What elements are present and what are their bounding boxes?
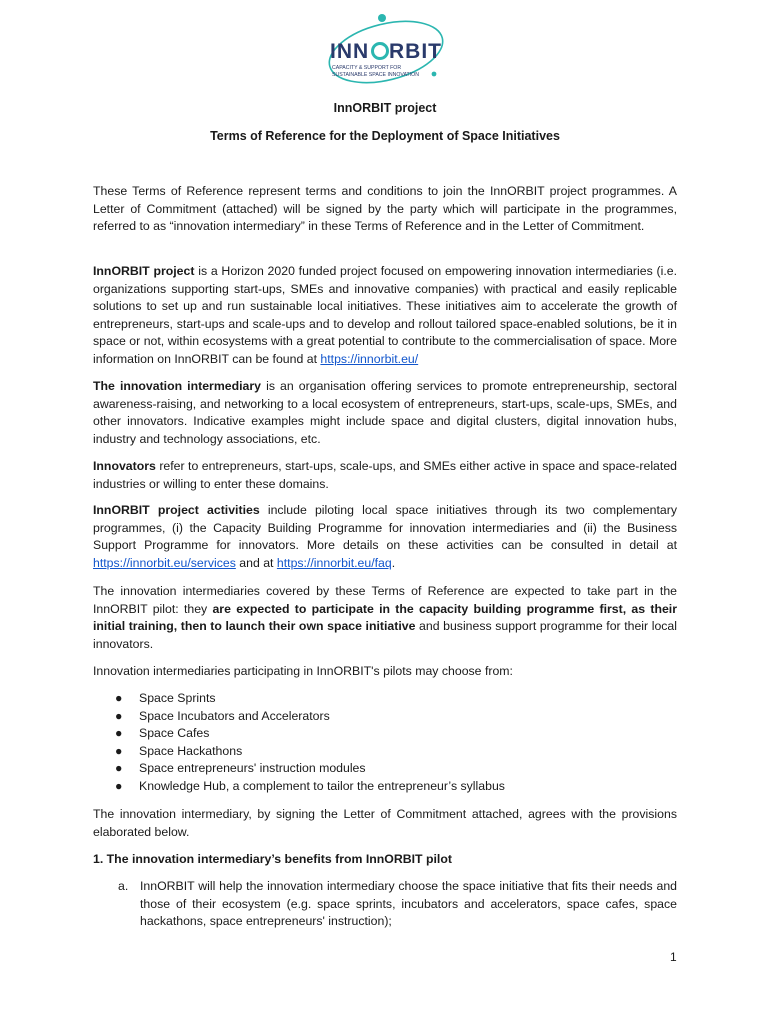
list-item-label: Space Sprints [139, 691, 216, 705]
bullet-icon: ● [115, 691, 123, 705]
bullet-icon: ● [115, 761, 123, 776]
list-item-label: Space Hackathons [139, 743, 243, 758]
innovators-paragraph [93, 458, 677, 493]
bullet-icon: ● [115, 708, 123, 723]
list-item [93, 760, 677, 778]
activities-between: and at [235, 555, 277, 570]
activities-text: include piloting local space initiatives through its two complementary programmes, (i) the Capacity Building Programme for innovation intermediaries and (ii) the Business Support Programme for innovators. More details on these activities can be consulted in detail at [93, 503, 677, 553]
document-title: InnORBIT project [333, 101, 437, 115]
document-subtitle: Terms of Reference for the Deployment of Space Initiatives [210, 129, 560, 143]
activities-end: . [391, 555, 396, 570]
services-link[interactable]: https://innorbit.eu/services [93, 555, 236, 570]
list-item-label: Space entrepreneurs' instruction modules [139, 761, 366, 776]
svg-text:SUSTAINABLE SPACE INNOVATION: SUSTAINABLE SPACE INNOVATION [332, 72, 419, 78]
intermediary-term: The innovation intermediary [93, 379, 261, 393]
agrees-paragraph: The innovation intermediary, by signing the Letter of Commitment attached, agrees with the provisions elaborated below. [93, 807, 677, 839]
svg-text:CAPACITY & SUPPORT FOR: CAPACITY & SUPPORT FOR [332, 65, 402, 71]
project-text: is a Horizon 2020 funded project focused on empowering innovation intermediaries (i.e. organizations supporting start-ups, SMEs and innovative companies) with practical and easily replicable solutions to set up and run sustainable local initiatives. These initiatives aim to accelerate the growth of entrepreneurs, start-ups and scale-ups and to develop and rollout tailored space-enabled solutions, be it in space or not, within ecosystems with a great potential to contribute to the commercialisation of space. More information on InnORBIT can be found at [93, 264, 677, 366]
innorbit-link[interactable]: https://innorbit.eu/ [320, 351, 419, 366]
section-1-item-a [118, 878, 677, 931]
pilot-paragraph [93, 583, 677, 653]
intermediary-text: is an organisation offering services to promote entrepreneurship, sectoral awareness-raising, and networking to a local ecosystem of entrepreneurs, start-ups, scale-ups, SMEs, and other innovators. Indicative examples might include space and digital clusters, digital innovation hubs, industry and technology associations, etc. [93, 379, 677, 446]
innorbit-logo-graphic [318, 14, 448, 88]
faq-link[interactable]: https://innorbit.eu/faq [276, 555, 392, 570]
list-item [93, 743, 677, 761]
bullet-icon: ● [115, 778, 123, 793]
initiatives-list [93, 690, 677, 796]
item-a-marker: a. [118, 879, 129, 893]
list-item [93, 725, 677, 743]
intro-paragraph: These Terms of Reference represent terms and conditions to join the InnORBIT project programmes. A Letter of Commitment (attached) will be signed by the party which will participate in the programmes, referred to as “innovation intermediary” in these Terms of Reference and in the Letter of Commitment. [93, 184, 677, 234]
pilot-text2: and business support programme for their local innovators. [93, 619, 677, 651]
innovators-text: refer to entrepreneurs, start-ups, scale-ups, and SMEs either active in space and space-related industries or willing to enter these domains. [93, 459, 677, 491]
bullet-icon: ● [115, 743, 123, 758]
list-item-label: Space Incubators and Accelerators [139, 708, 330, 723]
list-item [93, 778, 677, 796]
list-item-label: Space Cafes [139, 726, 210, 741]
innorbit-logo [318, 14, 448, 88]
page-number: 1 [670, 950, 677, 964]
list-item [93, 690, 677, 708]
list-item [93, 708, 677, 726]
item-a-text: InnORBIT will help the innovation intermediary choose the space initiative that fits their needs and those of their ecosystem (e.g. space sprints, incubators and accelerators, space cafes, space hackathons, space entrepreneurs' instruction); [140, 879, 677, 929]
section-1-heading: 1. The innovation intermediary’s benefits from InnORBIT pilot [93, 852, 452, 866]
svg-text:RBIT: RBIT [389, 40, 442, 63]
project-term: InnORBIT project [93, 264, 195, 278]
activities-term: InnORBIT project activities [93, 503, 260, 517]
pilot-bold: are expected to participate in the capacity building programme first, as their initial training, then to launch their own space initiative [93, 601, 677, 634]
intermediary-paragraph [93, 378, 677, 448]
pilot-text1: The innovation intermediaries covered by these Terms of Reference are expected to take part in the InnORBIT pilot: they [93, 584, 677, 616]
innovators-term: Innovators [93, 459, 156, 473]
choose-intro: Innovation intermediaries participating in InnORBIT's pilots may choose from: [93, 664, 513, 678]
activities-paragraph [93, 502, 677, 572]
project-paragraph [93, 263, 677, 369]
list-item-label: Knowledge Hub, a complement to tailor the entrepreneur’s syllabus [139, 778, 505, 793]
bullet-icon: ● [115, 726, 123, 741]
svg-text:INN: INN [330, 40, 370, 63]
